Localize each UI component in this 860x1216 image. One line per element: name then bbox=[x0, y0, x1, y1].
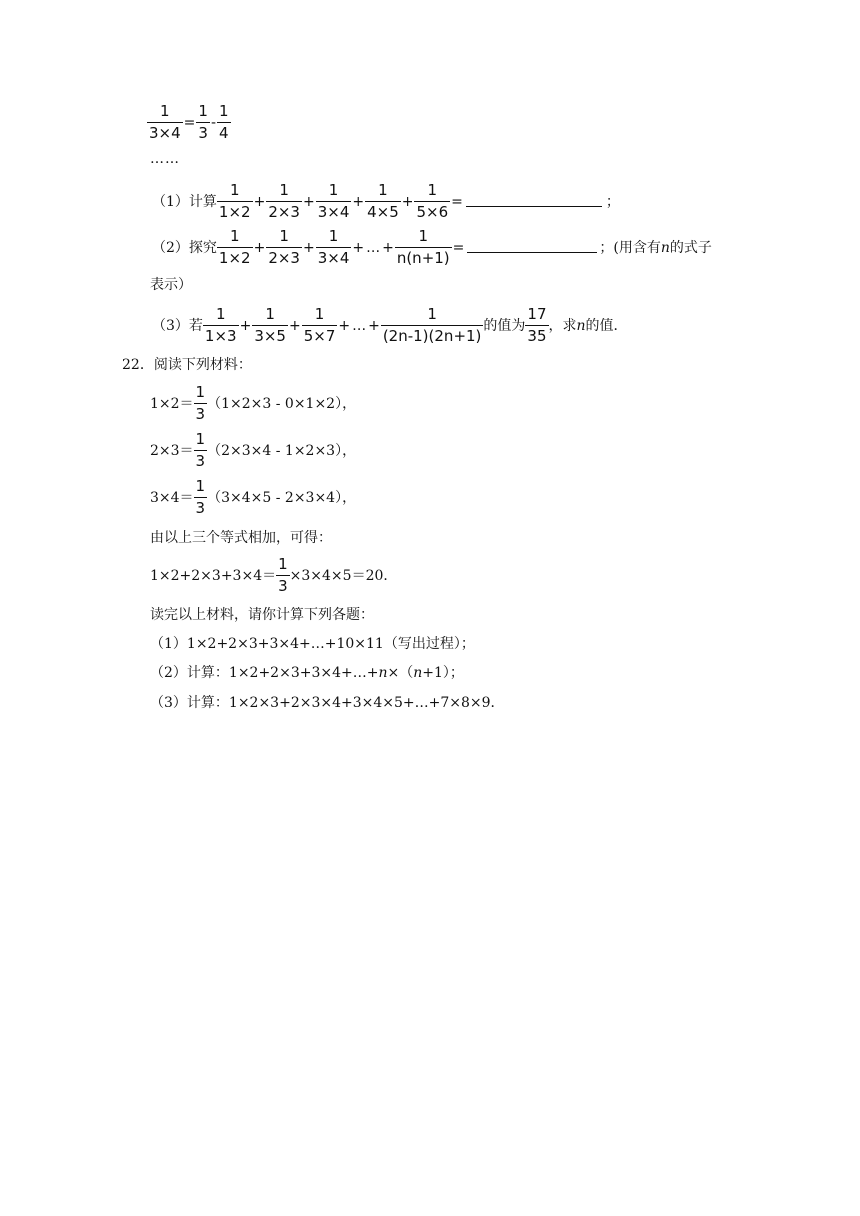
part-label: （1）计算 bbox=[152, 193, 217, 210]
denominator: n(n+1) bbox=[396, 249, 450, 267]
numerator: 1 bbox=[328, 227, 339, 245]
note-text: ；(用含有 bbox=[599, 239, 661, 256]
ellipsis: … bbox=[352, 317, 367, 334]
fraction bbox=[252, 307, 288, 344]
denominator: 3 bbox=[195, 499, 206, 517]
q22-instruction: 读完以上材料，请你计算下列各题： bbox=[150, 607, 374, 623]
part-label: （2）探究 bbox=[152, 239, 217, 256]
plus-sign: + bbox=[352, 239, 365, 256]
plus-sign: + bbox=[288, 317, 301, 334]
denominator: 1×2 bbox=[218, 249, 251, 267]
plus-sign: + bbox=[338, 317, 351, 334]
q22-task-3: （3）计算：1×2×3+2×3×4+3×4×5+…+7×8×9． bbox=[150, 695, 505, 711]
numerator: 1 bbox=[278, 555, 288, 573]
answer-blank[interactable] bbox=[466, 205, 602, 207]
fraction bbox=[414, 183, 450, 220]
equals-sign: = bbox=[451, 193, 463, 210]
fraction bbox=[381, 307, 484, 344]
denominator: 3 bbox=[195, 405, 206, 423]
fraction bbox=[266, 229, 302, 266]
variable-n: n bbox=[378, 665, 388, 681]
numerator: 1 bbox=[219, 102, 229, 120]
equals-sign: = bbox=[183, 114, 196, 131]
q22-equation-3 bbox=[150, 479, 356, 516]
minus-sign: - bbox=[210, 114, 216, 131]
fraction bbox=[217, 183, 253, 220]
top-example bbox=[147, 104, 231, 141]
fraction bbox=[316, 183, 352, 220]
plus-sign: + bbox=[401, 193, 414, 210]
equation-text: （2×3×4 - 1×2×3）， bbox=[207, 442, 357, 459]
q22-title: 22．阅读下列材料： bbox=[122, 357, 252, 373]
q22-sum-equation bbox=[150, 557, 397, 594]
q21-part2 bbox=[152, 229, 712, 266]
variable-n: n bbox=[660, 239, 670, 256]
question-text: 的值． bbox=[585, 317, 628, 334]
condition-text: 的值为 bbox=[483, 317, 526, 334]
fraction bbox=[266, 183, 302, 220]
denominator: 3 bbox=[195, 452, 206, 470]
plus-sign: + bbox=[302, 239, 315, 256]
numerator: 1 bbox=[229, 227, 240, 245]
answer-blank[interactable] bbox=[467, 251, 597, 253]
fraction bbox=[203, 307, 239, 344]
fraction bbox=[365, 183, 401, 220]
plus-sign: + bbox=[368, 317, 380, 334]
plus-sign: + bbox=[302, 193, 315, 210]
q22-task-1: （1）1×2+2×3+3×4+…+10×11（写出过程）； bbox=[150, 636, 475, 652]
denominator: 3 bbox=[198, 124, 208, 142]
fraction bbox=[217, 104, 231, 141]
q21-part2-continued: 表示） bbox=[150, 277, 192, 293]
fraction bbox=[316, 229, 352, 266]
ellipsis: …… bbox=[150, 151, 180, 167]
equation-text: 1×2+2×3+3×4＝ bbox=[150, 567, 277, 584]
equals-sign: = bbox=[452, 239, 465, 256]
numerator: 1 bbox=[314, 305, 325, 323]
equation-text: （1×2×3 - 0×1×2）， bbox=[207, 395, 357, 412]
numerator: 1 bbox=[265, 305, 275, 323]
denominator: 35 bbox=[527, 327, 547, 345]
q21-part3 bbox=[152, 307, 628, 344]
numerator: 1 bbox=[195, 477, 206, 495]
numerator: 1 bbox=[195, 383, 206, 401]
equation-text: ×3×4×5＝20． bbox=[289, 567, 398, 584]
equation-text: 2×3＝ bbox=[150, 442, 194, 459]
denominator: 3 bbox=[278, 577, 288, 595]
denominator: 5×7 bbox=[303, 327, 336, 345]
numerator: 1 bbox=[378, 181, 388, 199]
denominator: 4 bbox=[219, 124, 229, 142]
fraction bbox=[525, 307, 548, 344]
plus-sign: + bbox=[352, 193, 365, 210]
denominator: 4×5 bbox=[367, 203, 399, 221]
note-text: 的式子 bbox=[669, 239, 712, 256]
q22-task-2 bbox=[150, 666, 464, 680]
punctuation: ； bbox=[605, 193, 620, 210]
ellipsis: … bbox=[366, 239, 381, 256]
fraction bbox=[302, 307, 338, 344]
denominator: 2×3 bbox=[268, 249, 300, 267]
numerator: 1 bbox=[427, 305, 437, 323]
denominator: 3×4 bbox=[149, 124, 181, 142]
task-text: ×（ bbox=[387, 665, 414, 681]
fraction bbox=[276, 557, 290, 594]
q22-sum-intro: 由以上三个等式相加，可得： bbox=[150, 530, 332, 546]
q21-part1 bbox=[152, 183, 620, 220]
q22-equation-1 bbox=[150, 385, 356, 422]
task-text: （2）计算：1×2+2×3+3×4+…+ bbox=[150, 665, 379, 681]
denominator: 3×4 bbox=[317, 249, 350, 267]
numerator: 1 bbox=[215, 305, 226, 323]
fraction bbox=[194, 479, 208, 516]
numerator: 1 bbox=[195, 430, 206, 448]
variable-n: n bbox=[576, 317, 586, 334]
numerator: 1 bbox=[279, 227, 289, 245]
question-text: ，求 bbox=[548, 317, 577, 334]
equation-text: 1×2＝ bbox=[150, 395, 194, 412]
numerator: 1 bbox=[328, 181, 339, 199]
plus-sign: + bbox=[239, 317, 252, 334]
denominator: (2n-1)(2n+1) bbox=[382, 327, 482, 345]
numerator: 1 bbox=[427, 181, 438, 199]
fraction bbox=[217, 229, 253, 266]
part-label: （3）若 bbox=[152, 317, 203, 334]
numerator: 1 bbox=[198, 102, 208, 120]
fraction bbox=[196, 104, 210, 141]
numerator: 1 bbox=[418, 227, 429, 245]
denominator: 3×5 bbox=[254, 327, 286, 345]
fraction bbox=[395, 229, 452, 266]
variable-n: n bbox=[413, 665, 423, 681]
task-text: +1）； bbox=[422, 665, 464, 681]
q22-equation-2 bbox=[150, 432, 356, 469]
numerator: 1 bbox=[279, 181, 289, 199]
denominator: 5×6 bbox=[416, 203, 449, 221]
plus-sign: + bbox=[253, 193, 266, 210]
denominator: 1×2 bbox=[218, 203, 251, 221]
numerator: 1 bbox=[160, 102, 170, 120]
equation-text: （3×4×5 - 2×3×4）， bbox=[207, 489, 357, 506]
numerator: 17 bbox=[527, 305, 547, 323]
plus-sign: + bbox=[253, 239, 266, 256]
plus-sign: + bbox=[382, 239, 394, 256]
denominator: 2×3 bbox=[268, 203, 300, 221]
fraction bbox=[147, 104, 183, 141]
denominator: 3×4 bbox=[317, 203, 350, 221]
fraction bbox=[194, 385, 208, 422]
numerator: 1 bbox=[229, 181, 240, 199]
denominator: 1×3 bbox=[204, 327, 237, 345]
fraction bbox=[194, 432, 208, 469]
equation-text: 3×4＝ bbox=[150, 489, 194, 506]
